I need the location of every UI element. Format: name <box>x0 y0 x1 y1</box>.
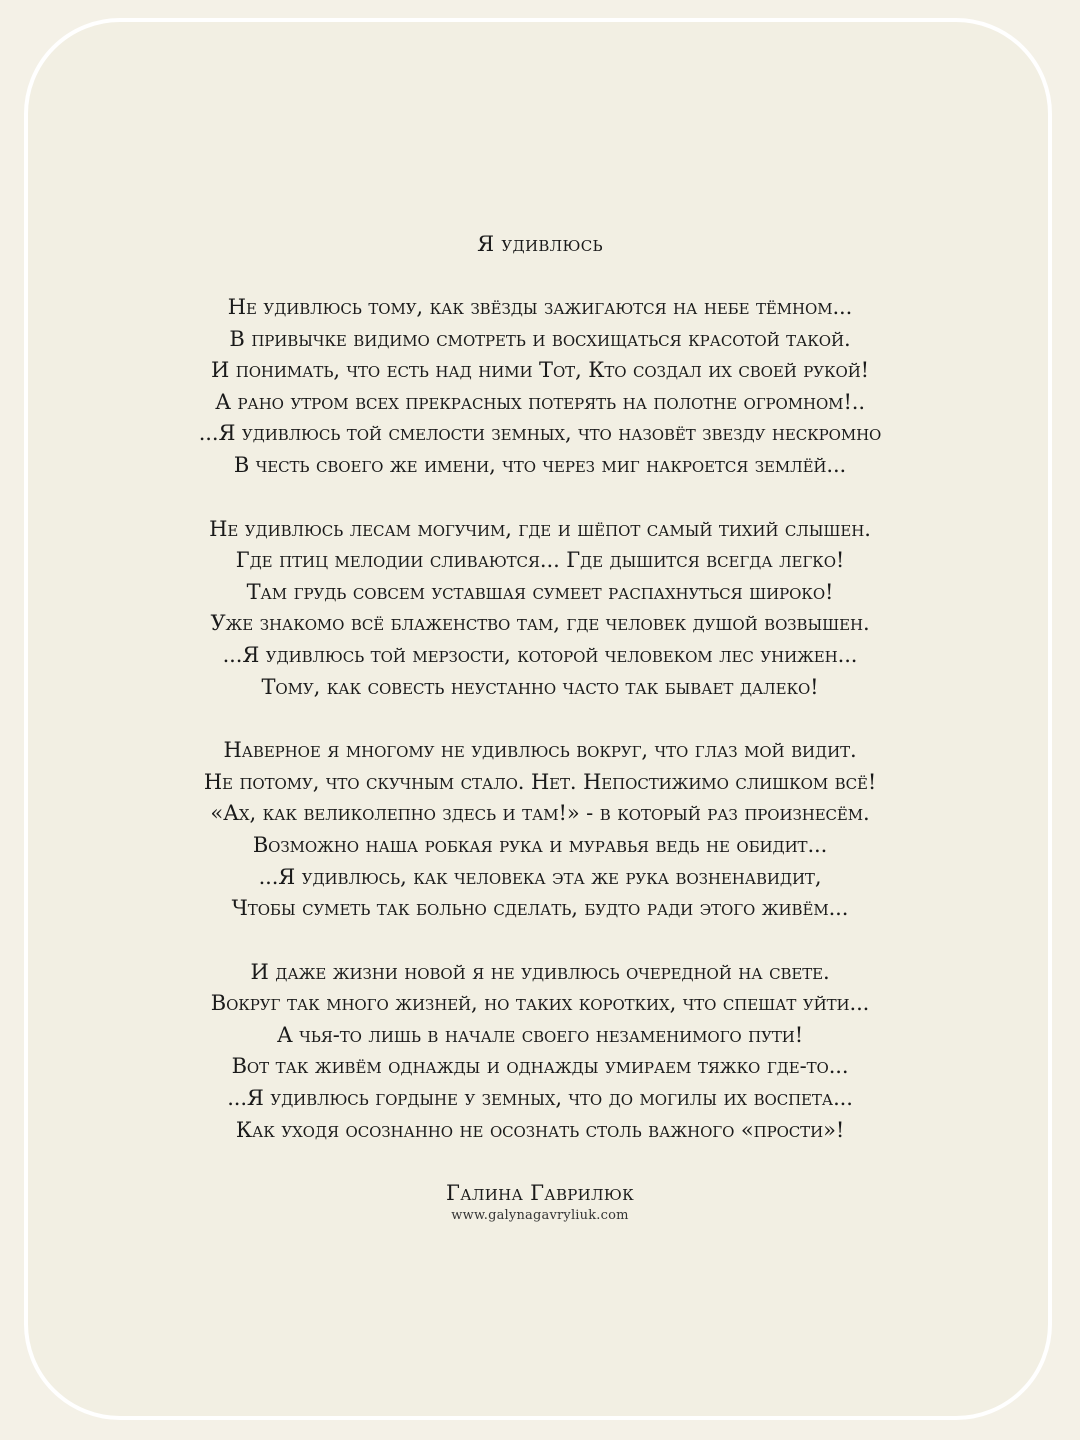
poem-line: И понимать, что есть над ними Тот, Кто создал их своей рукой! <box>210 358 870 383</box>
poem-line: Возможно наша робкая рука и муравья ведь не обидит... <box>252 832 828 857</box>
poem-line: Не удивлюсь лесам могучим, где и шёпот самый тихий слышен. <box>209 516 871 541</box>
poem-line: ...Я удивлюсь гордыне у земных, что до могилы их воспета... <box>227 1086 853 1111</box>
poem-line: ...Я удивлюсь, как человека эта же рука возненавидит, <box>258 864 822 889</box>
poem-line: Уже знакомо всё блаженство там, где человек душой возвышен. <box>210 611 870 636</box>
stanza-2 <box>0 514 1080 704</box>
poem-line: Наверное я многому не удивлюсь вокруг, что глаз мой видит. <box>223 738 857 763</box>
poem-line: Где птиц мелодии сливаются... Где дышится всегда легко! <box>235 548 845 573</box>
poem-title: Я удивлюсь <box>477 232 603 256</box>
poem-line: Как уходя осознанно не осознать столь важного «прости»! <box>235 1117 845 1142</box>
poem-line: Не потому, что скучным стало. Нет. Непостижимо слишком всё! <box>203 769 877 794</box>
poem-line: Вокруг так много жизней, но таких коротких, что спешат уйти... <box>210 991 870 1016</box>
poem-line: И даже жизни новой я не удивлюсь очередной на свете. <box>250 959 830 984</box>
author-name: Галина Гаврилюк <box>446 1181 634 1206</box>
poem-line: В честь своего же имени, что через миг накроется землёй... <box>233 452 847 477</box>
poem-line: ...Я удивлюсь той смелости земных, что назовёт звезду нескромно <box>198 421 882 446</box>
poem-line: Вот так живём однажды и однажды умираем тяжко где-то... <box>231 1054 849 1079</box>
poem-line: А рано утром всех прекрасных потерять на полотне огромном!.. <box>215 389 865 414</box>
stanza-1 <box>0 292 1080 482</box>
poem-line: ...Я удивлюсь той мерзости, которой человеком лес унижен... <box>222 642 858 667</box>
poem <box>0 228 1080 1224</box>
author-website: www.galynagavryliuk.com <box>451 1208 629 1224</box>
poem-line: Тому, как совесть неустанно часто так бывает далеко! <box>261 674 819 699</box>
poem-line: «Ах, как великолепно здесь и там!» - в который раз произнесём. <box>210 801 870 826</box>
stanza-4 <box>0 957 1080 1147</box>
stanza-3 <box>0 735 1080 925</box>
poem-line: Чтобы суметь так больно сделать, будто ради этого живём... <box>231 896 849 921</box>
poem-line: Там грудь совсем уставшая сумеет распахнуться широко! <box>246 579 834 604</box>
poem-line: Не удивлюсь тому, как звёзды зажигаются на небе тёмном... <box>227 295 853 319</box>
poem-line: В привычке видимо смотреть и восхищаться красотой такой. <box>229 326 851 351</box>
poem-line: А чья-то лишь в начале своего незаменимого пути! <box>276 1022 804 1047</box>
